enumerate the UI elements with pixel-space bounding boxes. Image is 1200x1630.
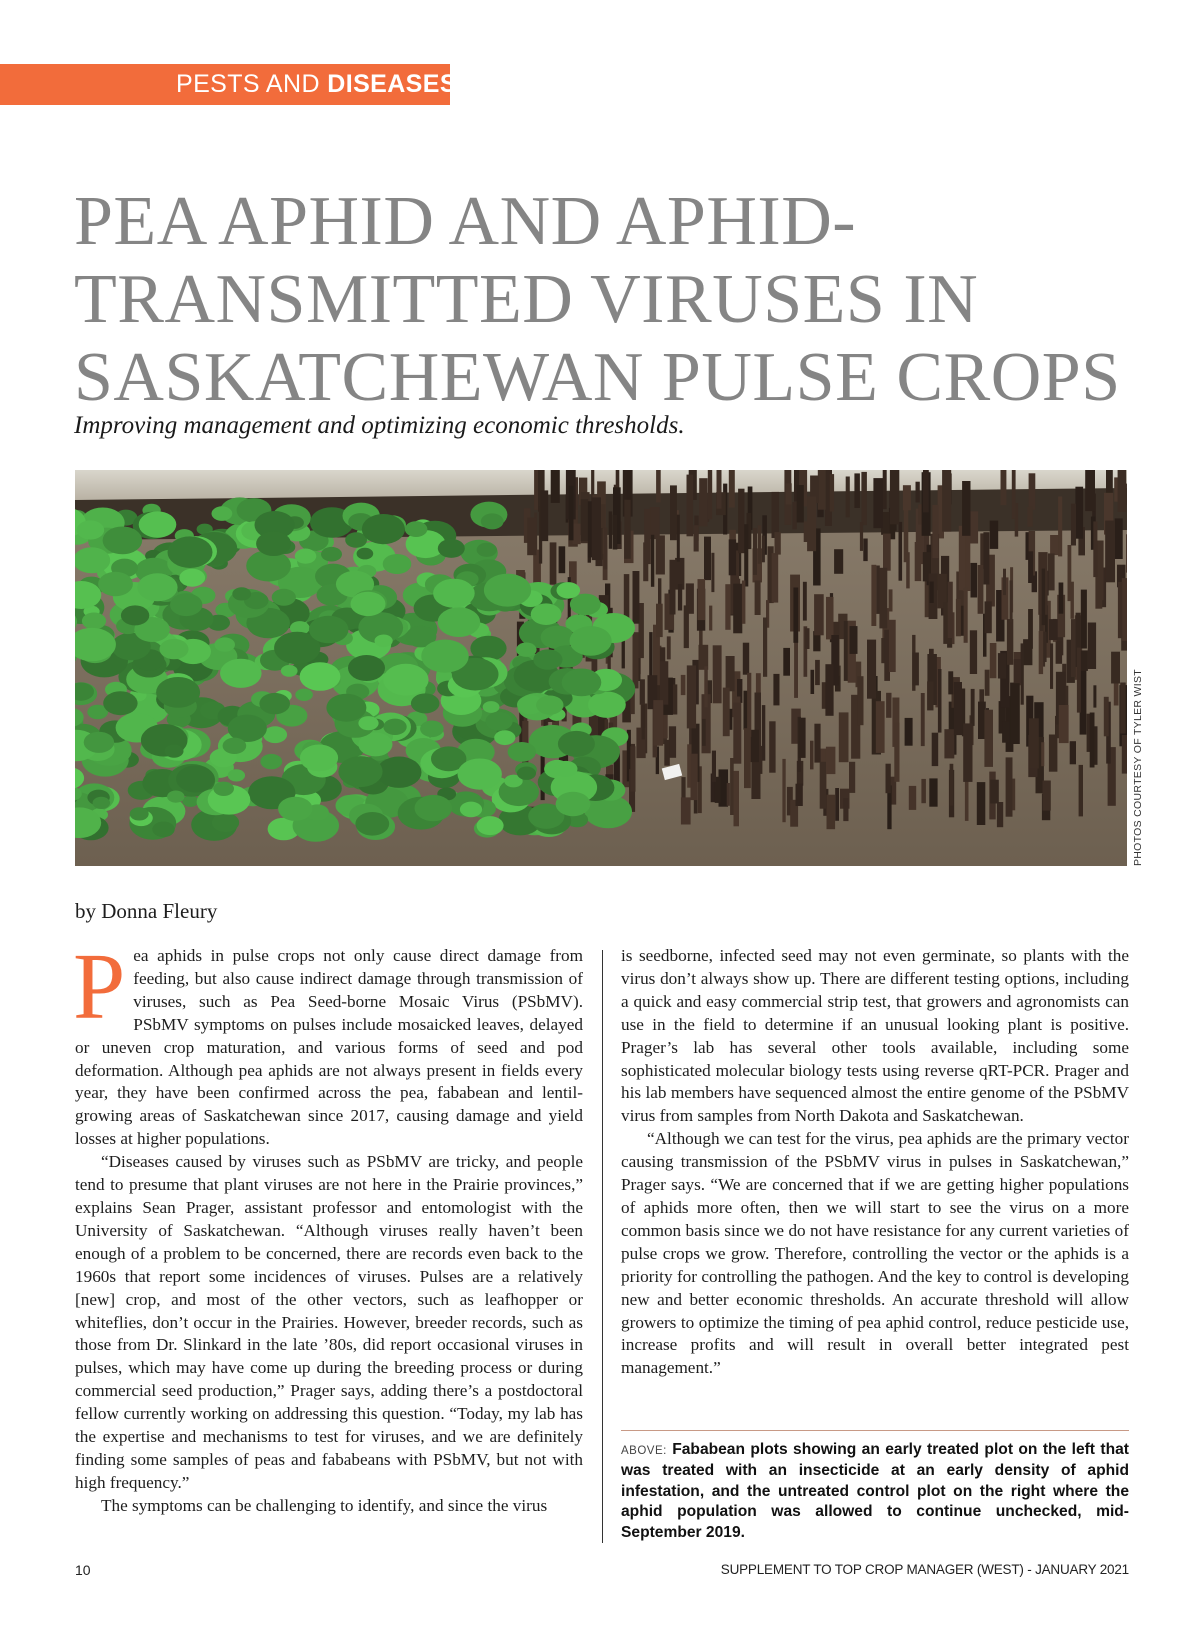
paragraph: “Diseases caused by viruses such as PSbMV are tricky, and people tend to presume that plant viruses are not here in the Prairie provinces,” explains Sean Prager, assistant professor and entomologist with the University of Saskatchewan. “Although viruses really haven’t been enough of a problem to be concerned, there are records even back to the 1960s that report some incidences of viruses. Pulses are a relatively [new] crop, and most of the other vectors, such as leafhopper or whiteflies, don’t occur in the Prairies. However, breeder records, such as those from Dr. Slinkard in the late ’80s, did report occasional viruses in pulses, which may have come up during the breeding process or during commercial seed production,” Prager says, adding there’s a postdoctoral fellow currently working on addressing this question. “Today, my lab has the expertise and mechanisms to test for viruses, and we are definitely finding some samples of peas and fababeans with PSbMV, but not with high frequency.”: [75, 1152, 583, 1492]
byline: by Donna Fleury: [75, 899, 218, 923]
article-title: [74, 183, 1154, 417]
caption-rule: [621, 1430, 1129, 1431]
section-label: [176, 64, 457, 105]
paragraph: The symptoms can be challenging to identify, and since the virus: [101, 1495, 548, 1515]
footer-publication: SUPPLEMENT TO TOP CROP MANAGER (WEST) - JANUARY 2021: [720, 1562, 1129, 1577]
section-label-light: PESTS AND: [176, 70, 320, 98]
fababean-plots-photo: [75, 470, 1127, 866]
paragraph-text: ea aphids in pulse crops not only cause direct damage from feeding, but also cause indirect damage through transmission of viruses, such as Pea Seed-borne Mosaic Virus (PSbMV). PSbMV symptoms on pulses include mosaicked leaves, delayed or uneven crop maturation, and various forms of seed and pod deformation. Although pea aphids are not always present in fields every year, they have been confirmed across the pea, fababean and lentil-growing areas of Saskatchewan since 2017, causing damage and yield losses at higher populations.: [75, 946, 583, 1149]
column-divider: [602, 950, 603, 1543]
article-subtitle: Improving management and optimizing economic thresholds.: [74, 412, 685, 439]
paragraph: is seedborne, infected seed may not even germinate, so plants with the virus don’t always show up. There are different testing options, including a quick and easy commercial strip test, that growers and agronomists can use in the field to determine if an unusual looking plant is positive. Prager’s lab has several other tools available, including some sophisticated molecular biology tests using reverse qRT-PCR. Prager and his lab members have sequenced almost the entire genome of the PSbMV virus from samples from North Dakota and Saskatchewan.: [621, 946, 1129, 1126]
drop-cap: P: [73, 935, 126, 1039]
caption-text: Fababean plots showing an early treated plot on the left that was treated with an insecticide at an early density of aphid infestation, and the untreated control plot on the right where the aphid population was allowed to continue unchecked, mid-September 2019.: [621, 1441, 1129, 1541]
section-banner: [0, 64, 457, 105]
page-number: 10: [75, 1562, 91, 1578]
section-label-bold: DISEASES: [327, 70, 457, 98]
paragraph: [73, 935, 583, 1151]
photo-caption: [621, 1440, 1129, 1543]
article-column-left: [73, 935, 583, 1518]
caption-label: ABOVE:: [621, 1445, 667, 1457]
title-line: TRANSMITTED VIRUSES IN: [74, 261, 979, 338]
title-line: PEA APHID AND APHID-: [74, 183, 857, 260]
article-column-right: [621, 945, 1129, 1380]
photo-credit: PHOTOS COURTESY OF TYLER WIST: [1132, 669, 1144, 866]
paragraph: “Although we can test for the virus, pea aphids are the primary vector causing transmission of the PSbMV virus in pulses in Saskatchewan,” Prager says. “We are concerned that if we are getting higher populations of aphids more often, then we will start to see the virus on a more common basis since we do not have resistance for any current varieties of pulse crops we grow. Therefore, controlling the vector or the aphids is a priority for controlling the pathogen. And the key to control is developing new and better economic thresholds. An accurate threshold will allow growers to optimize the timing of pea aphid control, reduce pesticide use, increase profits and will result in overall better integrated pest management.”: [621, 1129, 1129, 1378]
title-line: SASKATCHEWAN PULSE CROPS: [74, 339, 1121, 416]
